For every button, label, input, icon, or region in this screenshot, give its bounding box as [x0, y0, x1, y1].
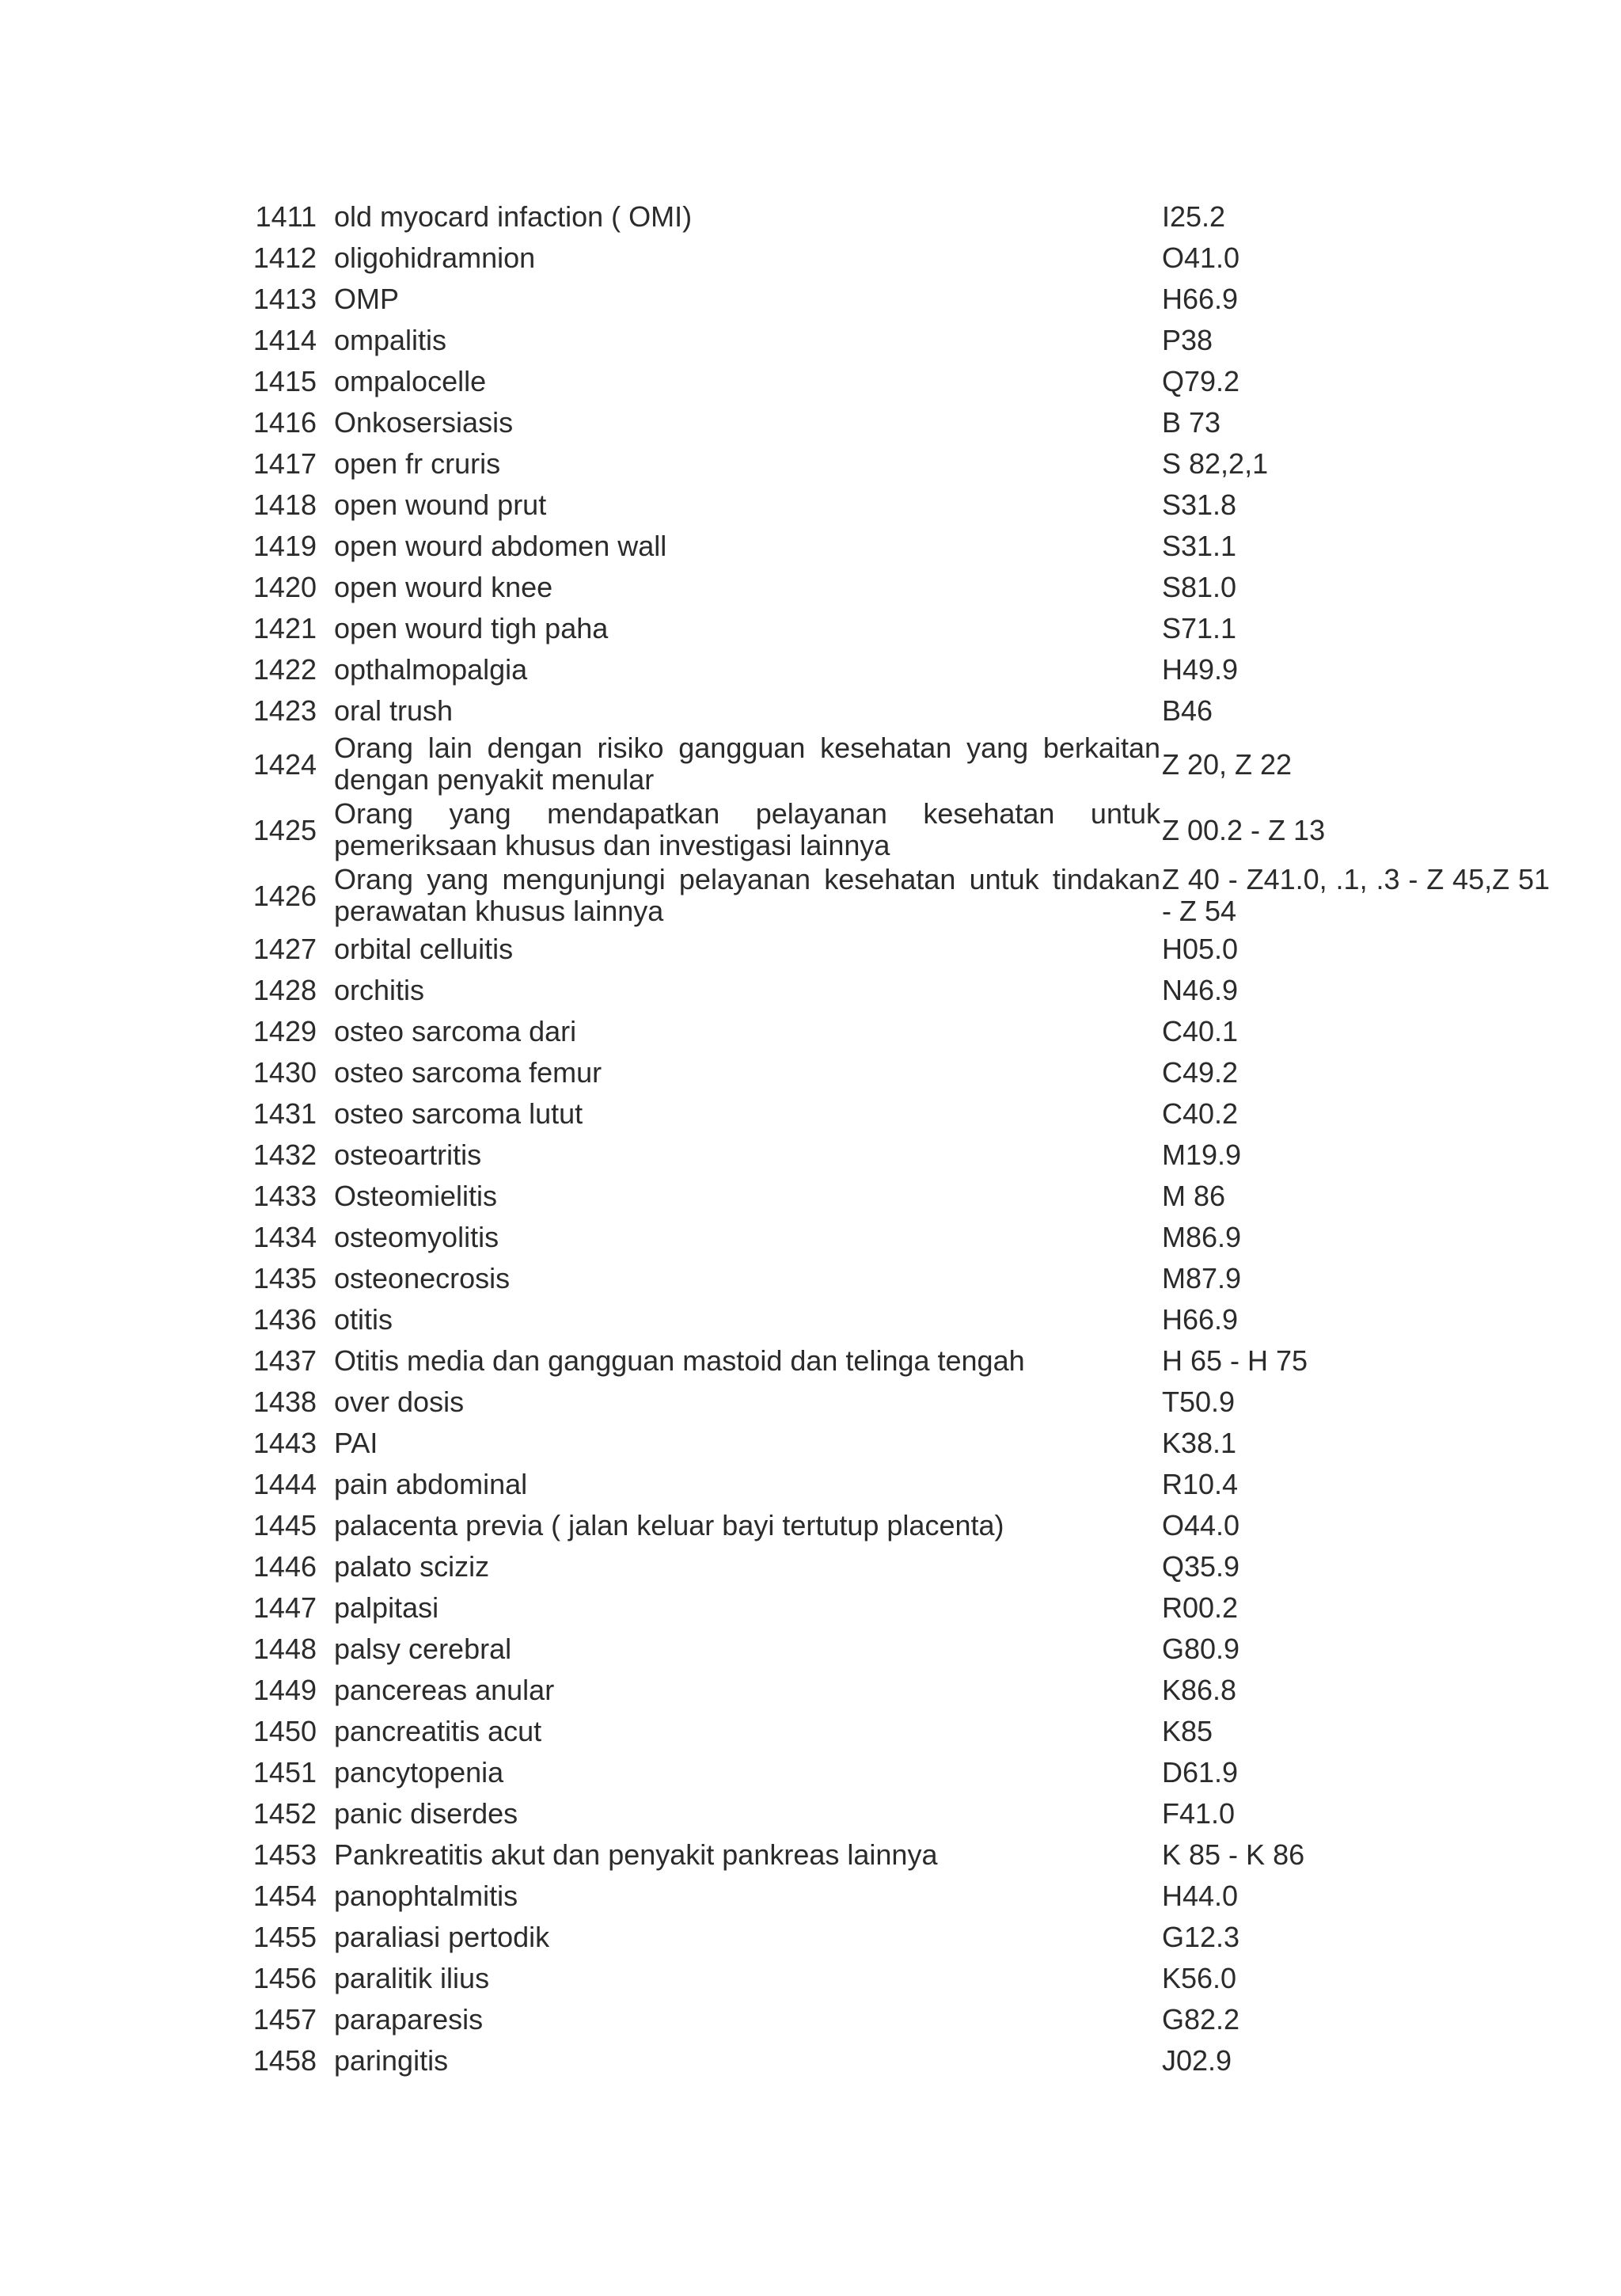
- icd-code: J02.9: [1162, 2044, 1232, 2077]
- icd-code: P38: [1162, 324, 1213, 356]
- row-number: 1449: [252, 1674, 317, 1706]
- table-row: [237, 1629, 1583, 1670]
- table-row: [237, 1093, 1583, 1135]
- icd-code: S81.0: [1162, 571, 1237, 603]
- table-row: [237, 443, 1583, 485]
- table-row: [237, 1711, 1583, 1752]
- row-number: 1436: [252, 1303, 317, 1336]
- row-number: 1454: [252, 1880, 317, 1912]
- row-number: 1411: [255, 200, 317, 233]
- table-row: [237, 1834, 1583, 1876]
- diagnosis-term: pain abdominal: [334, 1468, 528, 1500]
- icd-code: K56.0: [1162, 1962, 1237, 1994]
- diagnosis-term: open fr cruris: [334, 447, 501, 480]
- icd-code: Q79.2: [1162, 365, 1240, 397]
- row-number: 1434: [252, 1221, 317, 1253]
- icd-code: G80.9: [1162, 1633, 1240, 1665]
- table-row: [237, 732, 1583, 797]
- diagnosis-term: paringitis: [334, 2044, 449, 2077]
- table-row: [237, 1546, 1583, 1587]
- diagnosis-term: over dosis: [334, 1386, 465, 1418]
- icd-code: Z 00.2 - Z 13: [1162, 814, 1326, 846]
- diagnosis-term: panic diserdes: [334, 1797, 518, 1830]
- diagnosis-term: OMP: [334, 283, 400, 315]
- diagnosis-term: opthalmopalgia: [334, 653, 528, 686]
- row-number: 1430: [252, 1056, 317, 1089]
- table-row: [237, 485, 1583, 526]
- table-row: [237, 649, 1583, 690]
- row-number: 1452: [252, 1797, 317, 1830]
- icd-code: Q35.9: [1162, 1550, 1240, 1583]
- table-row: [237, 1876, 1583, 1917]
- icd-code: K38.1: [1162, 1427, 1237, 1459]
- table-row: [237, 1505, 1583, 1546]
- row-number: 1455: [252, 1921, 317, 1953]
- diagnosis-term: open wound prut: [334, 488, 547, 521]
- table-row: [237, 797, 1583, 863]
- diagnosis-term: palacenta previa ( jalan keluar bayi tertutup placenta): [334, 1509, 1004, 1541]
- diagnosis-term: old myocard infaction ( OMI): [334, 200, 693, 233]
- diagnosis-term: palato sciziz: [334, 1550, 490, 1583]
- icd-code: S71.1: [1162, 612, 1237, 644]
- row-number: 1438: [252, 1386, 317, 1418]
- table-row: [237, 1258, 1583, 1299]
- diagnosis-term: osteo sarcoma lutut: [334, 1097, 583, 1130]
- row-number: 1446: [252, 1550, 317, 1583]
- icd-code: C49.2: [1162, 1056, 1239, 1089]
- icd-code: H05.0: [1162, 933, 1239, 965]
- table-row: [237, 1793, 1583, 1834]
- diagnosis-term: oligohidramnion: [334, 241, 536, 274]
- diagnosis-term: Orang yang mendapatkan pelayanan kesehatan untuk pemeriksaan khusus dan investigasi lainnya: [334, 797, 1160, 861]
- diagnosis-term: oral trush: [334, 694, 454, 727]
- table-row: [237, 1176, 1583, 1217]
- row-number: 1426: [252, 880, 317, 912]
- row-number: 1456: [252, 1962, 317, 1994]
- diagnosis-term: palpitasi: [334, 1591, 439, 1624]
- table-row: [237, 1423, 1583, 1464]
- row-number: 1428: [252, 974, 317, 1006]
- table-row: [237, 1299, 1583, 1340]
- icd-code: S31.8: [1162, 488, 1237, 521]
- table-row: [237, 2040, 1583, 2081]
- diagnosis-term: Onkosersiasis: [334, 406, 514, 439]
- diagnosis-term: Osteomielitis: [334, 1180, 498, 1212]
- table-row: [237, 1340, 1583, 1382]
- icd-code: D61.9: [1162, 1756, 1239, 1789]
- row-number: 1447: [252, 1591, 317, 1624]
- diagnosis-term: osteoartritis: [334, 1138, 482, 1171]
- diagnosis-term: otitis: [334, 1303, 393, 1336]
- table-row: [237, 1752, 1583, 1793]
- diagnosis-term: open wourd abdomen wall: [334, 530, 667, 562]
- table-row: [237, 1217, 1583, 1258]
- icd-code: R10.4: [1162, 1468, 1239, 1500]
- icd-code: K86.8: [1162, 1674, 1237, 1706]
- icd-code: H49.9: [1162, 653, 1239, 686]
- row-number: 1445: [252, 1509, 317, 1541]
- table-row: [237, 1917, 1583, 1958]
- row-number: 1419: [252, 530, 317, 562]
- icd-code: N46.9: [1162, 974, 1239, 1006]
- icd-code: M86.9: [1162, 1221, 1242, 1253]
- row-number: 1458: [252, 2044, 317, 2077]
- diagnosis-term: pancreatitis acut: [334, 1715, 542, 1747]
- icd-code: M 86: [1162, 1180, 1226, 1212]
- diagnosis-term: osteo sarcoma dari: [334, 1015, 577, 1047]
- row-number: 1414: [252, 324, 317, 356]
- icd-code: I25.2: [1162, 200, 1226, 233]
- row-number: 1427: [252, 933, 317, 965]
- row-number: 1415: [252, 365, 317, 397]
- row-number: 1450: [252, 1715, 317, 1747]
- diagnosis-term: paraparesis: [334, 2003, 484, 2036]
- icd-code: M87.9: [1162, 1262, 1242, 1294]
- diagnosis-term: pancytopenia: [334, 1756, 504, 1789]
- row-number: 1435: [252, 1262, 317, 1294]
- row-number: 1420: [252, 571, 317, 603]
- icd-code: S31.1: [1162, 530, 1237, 562]
- table-row: [237, 1999, 1583, 2040]
- row-number: 1443: [252, 1427, 317, 1459]
- diagnosis-term: Otitis media dan gangguan mastoid dan telinga tengah: [334, 1344, 1025, 1377]
- diagnosis-code-table: [237, 196, 1583, 2081]
- table-row: [237, 361, 1583, 402]
- row-number: 1429: [252, 1015, 317, 1047]
- diagnosis-term: ompalitis: [334, 324, 447, 356]
- icd-code: S 82,2,1: [1162, 447, 1269, 480]
- icd-code: B46: [1162, 694, 1213, 727]
- diagnosis-term: PAI: [334, 1427, 378, 1459]
- table-row: [237, 1382, 1583, 1423]
- table-row: [237, 279, 1583, 320]
- diagnosis-term: panophtalmitis: [334, 1880, 518, 1912]
- icd-code: Z 20, Z 22: [1162, 748, 1293, 781]
- row-number: 1432: [252, 1138, 317, 1171]
- row-number: 1448: [252, 1633, 317, 1665]
- table-row: [237, 238, 1583, 279]
- table-row: [237, 1464, 1583, 1505]
- row-number: 1444: [252, 1468, 317, 1500]
- table-row: [237, 1587, 1583, 1629]
- diagnosis-term: open wourd knee: [334, 571, 553, 603]
- icd-code: B 73: [1162, 406, 1221, 439]
- row-number: 1418: [252, 488, 317, 521]
- icd-code: K 85 - K 86: [1162, 1838, 1305, 1871]
- table-row: [237, 567, 1583, 608]
- icd-code: H 65 - H 75: [1162, 1344, 1308, 1377]
- table-row: [237, 526, 1583, 567]
- icd-code: F41.0: [1162, 1797, 1236, 1830]
- diagnosis-term: ompalocelle: [334, 365, 487, 397]
- diagnosis-term: pancereas anular: [334, 1674, 555, 1706]
- icd-code: K85: [1162, 1715, 1213, 1747]
- diagnosis-term: palsy cerebral: [334, 1633, 512, 1665]
- table-row: [237, 402, 1583, 443]
- row-number: 1422: [252, 653, 317, 686]
- diagnosis-term: Orang yang mengunjungi pelayanan kesehatan untuk tindakan perawatan khusus lainnya: [334, 863, 1160, 927]
- icd-code: O41.0: [1162, 241, 1240, 274]
- icd-code: C40.2: [1162, 1097, 1239, 1130]
- diagnosis-term: orchitis: [334, 974, 425, 1006]
- row-number: 1423: [252, 694, 317, 727]
- table-row: [237, 608, 1583, 649]
- row-number: 1431: [252, 1097, 317, 1130]
- icd-code: G82.2: [1162, 2003, 1240, 2036]
- icd-code: T50.9: [1162, 1386, 1236, 1418]
- diagnosis-term: osteomyolitis: [334, 1221, 499, 1253]
- row-number: 1453: [252, 1838, 317, 1871]
- icd-code: H66.9: [1162, 1303, 1239, 1336]
- table-row: [237, 1958, 1583, 1999]
- diagnosis-term: orbital celluitis: [334, 933, 514, 965]
- diagnosis-term: osteo sarcoma femur: [334, 1056, 602, 1089]
- icd-code: G12.3: [1162, 1921, 1240, 1953]
- table-row: [237, 970, 1583, 1011]
- table-row: [237, 320, 1583, 361]
- icd-code: R00.2: [1162, 1591, 1239, 1624]
- row-number: 1457: [252, 2003, 317, 2036]
- table-row: [237, 1670, 1583, 1711]
- diagnosis-term: open wourd tigh paha: [334, 612, 609, 644]
- icd-code: H44.0: [1162, 1880, 1239, 1912]
- icd-code: C40.1: [1162, 1015, 1239, 1047]
- table-row: [237, 1052, 1583, 1093]
- icd-code: O44.0: [1162, 1509, 1240, 1541]
- table-row: [237, 863, 1583, 929]
- row-number: 1451: [252, 1756, 317, 1789]
- table-row: [237, 1011, 1583, 1052]
- row-number: 1417: [252, 447, 317, 480]
- row-number: 1413: [252, 283, 317, 315]
- row-number: 1421: [252, 612, 317, 644]
- icd-code: Z 40 - Z41.0, .1, .3 - Z 45,Z 51 - Z 54: [1162, 863, 1550, 927]
- table-row: [237, 929, 1583, 970]
- row-number: 1424: [252, 748, 317, 781]
- table-row: [237, 690, 1583, 732]
- icd-code: M19.9: [1162, 1138, 1242, 1171]
- diagnosis-term: osteonecrosis: [334, 1262, 511, 1294]
- row-number: 1416: [252, 406, 317, 439]
- row-number: 1437: [252, 1344, 317, 1377]
- diagnosis-term: paralitik ilius: [334, 1962, 490, 1994]
- icd-code: H66.9: [1162, 283, 1239, 315]
- row-number: 1412: [252, 241, 317, 274]
- table-row: [237, 196, 1583, 238]
- row-number: 1425: [252, 814, 317, 846]
- table-row: [237, 1135, 1583, 1176]
- diagnosis-term: Pankreatitis akut dan penyakit pankreas lainnya: [334, 1838, 938, 1871]
- diagnosis-term: paraliasi pertodik: [334, 1921, 550, 1953]
- row-number: 1433: [252, 1180, 317, 1212]
- diagnosis-term: Orang lain dengan risiko gangguan kesehatan yang berkaitan dengan penyakit menular: [334, 732, 1160, 796]
